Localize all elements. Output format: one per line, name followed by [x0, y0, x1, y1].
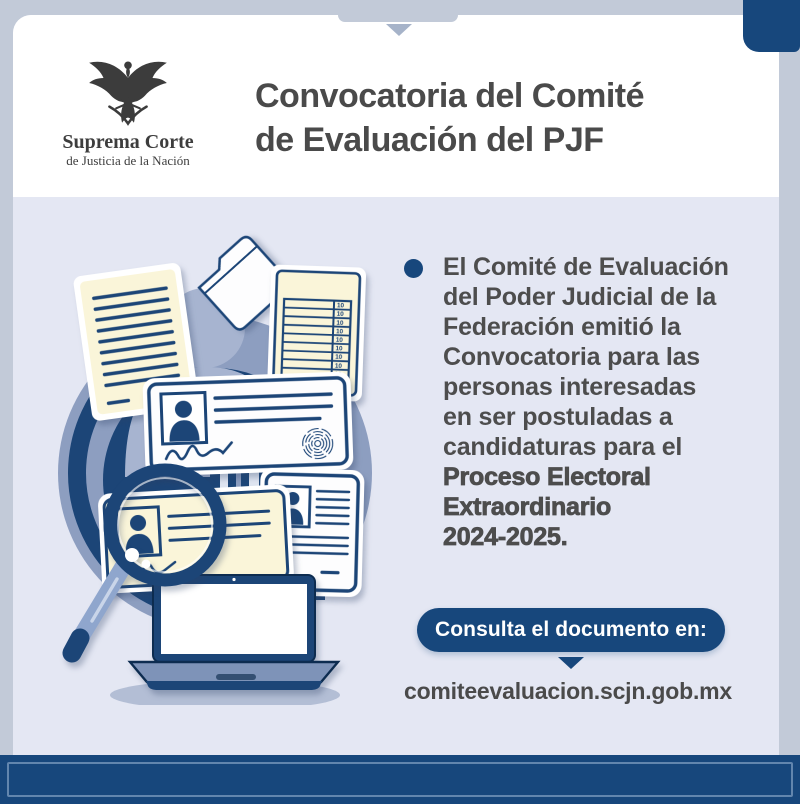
announcement-line: Convocatoria para las — [443, 343, 701, 371]
page-title-line2: de Evaluación del PJF — [255, 121, 604, 159]
consult-document-button-label: Consulta el documento en: — [434, 618, 707, 641]
documents-review-illustration — [20, 225, 390, 705]
announcement-text — [443, 252, 773, 552]
score-cell: 10 — [334, 362, 343, 370]
scjn-logo — [52, 56, 204, 168]
announcement-line: candidaturas para el — [443, 433, 683, 461]
id-card — [142, 371, 353, 476]
score-cell: 10 — [335, 353, 343, 362]
announcement-line: en ser postuladas a — [443, 403, 673, 431]
page-title-line1: Convocatoria del Comité — [255, 77, 645, 115]
corner-tab — [743, 0, 800, 52]
cta-arrow-down-icon — [558, 657, 584, 669]
score-cell: 10 — [335, 345, 343, 353]
logo-title: Suprema Corte — [62, 131, 194, 153]
footer-inner-frame — [7, 762, 793, 797]
top-notch — [338, 15, 458, 22]
scjn-eagle-icon — [82, 56, 174, 132]
announcement-line: personas interesadas — [443, 373, 697, 401]
consult-document-button[interactable] — [417, 608, 725, 652]
score-cell: 10 — [336, 319, 344, 327]
document-url-link[interactable]: comiteevaluacion.scjn.gob.mx — [403, 678, 732, 704]
bullet-icon — [404, 259, 423, 278]
announcement-line: El Comité de Evaluación — [443, 253, 729, 281]
page-title — [255, 74, 644, 162]
announcement-line-bold: Extraordinario — [443, 493, 612, 521]
laptop-icon — [130, 575, 338, 690]
illustration — [20, 225, 390, 705]
score-cell: 10 — [335, 328, 344, 336]
notch-arrow-icon — [386, 24, 412, 36]
announcement-line: Federación emitió la — [443, 313, 681, 341]
logo-subtitle: de Justicia de la Nación — [66, 153, 190, 168]
score-cell: 10 — [335, 336, 343, 344]
score-cell: 10 — [336, 302, 345, 310]
score-cell: 10 — [336, 310, 344, 319]
announcement-line-bold: Proceso Electoral — [443, 463, 651, 491]
announcement-line-bold: 2024-2025. — [443, 523, 568, 551]
announcement-line: del Poder Judicial de la — [443, 283, 717, 311]
footer-bar — [0, 755, 800, 804]
